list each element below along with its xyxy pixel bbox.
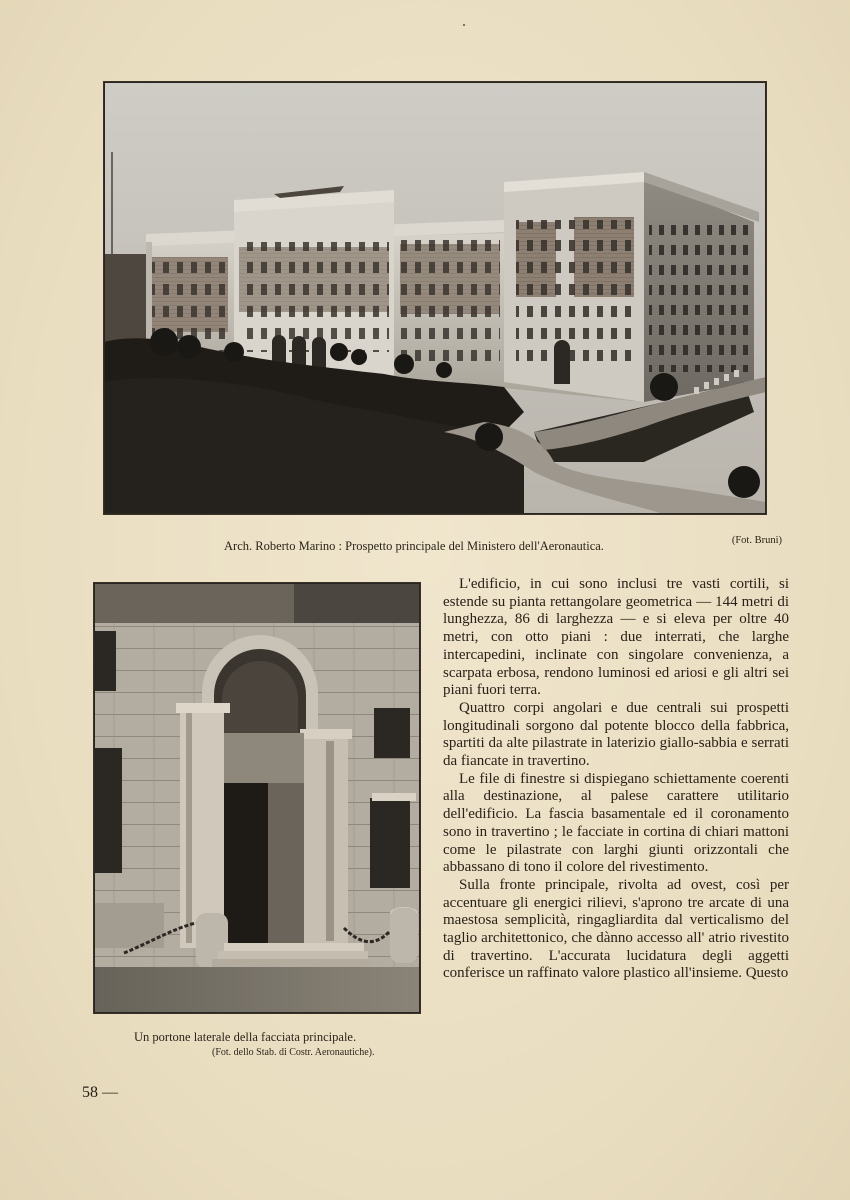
side-portal-photo [94,583,420,1013]
top-photo-caption-block [104,535,782,556]
paragraph: Le file di finestre si dispiegano schiettamente coerenti alla destinazione, al palese carattere utilitario dell'edificio. La fascia basamentale ed il coronamento sono in travertino ; le facciate in cortina di chiari mattoni come le pilastrate con larghi giunti orizzontali che abbassano di tono il colore del rivestimento. [443,770,789,876]
ministry-building-photo [104,82,766,514]
paragraph: Sulla fronte principale, rivolta ad ovest, così per accentuare gli energici rilievi, s'aprono tre arcate di una maestosa semplicità, ringagliardita dal verticalismo del taglio architettonico, che dànno accesso all' atrio rivestito di travertino. L'accurata lucidatura degli aggetti conferisce un raffinato valore plastico all'insieme. Questo [443,876,789,982]
portal-photo-credit: (Fot. dello Stab. di Costr. Aeronautiche). [212,1047,375,1058]
print-speck [463,24,465,26]
portal-photo-caption: Un portone laterale della facciata principale. [134,1030,357,1044]
article-body [443,576,789,983]
top-photo-caption: Arch. Roberto Marino : Prospetto principale del Ministero dell'Aeronautica. [224,539,604,553]
paragraph: Quattro corpi angolari e due centrali sui prospetti longitudinali sorgono dal potente blocco della fabbrica, spartiti da alte pilastrate in laterizio giallo-sabbia e serrati da fiancate in travertino. [443,699,789,770]
top-photo-credit: (Fot. Bruni) [731,535,782,546]
page-number: 58 — [82,1084,118,1101]
paragraph: L'edificio, in cui sono inclusi tre vasti cortili, si estende su pianta rettangolare geometrica — 144 metri di lunghezza, 86 di larghezza — e si eleva per oltre 40 metri, con otto piani : due interrati, che larghe intercapedini, inclinate con singolare convenienza, a scarpata erbosa, rendono luminosi ed ariosi e gli altri sei piani fuori terra. [443,576,789,699]
